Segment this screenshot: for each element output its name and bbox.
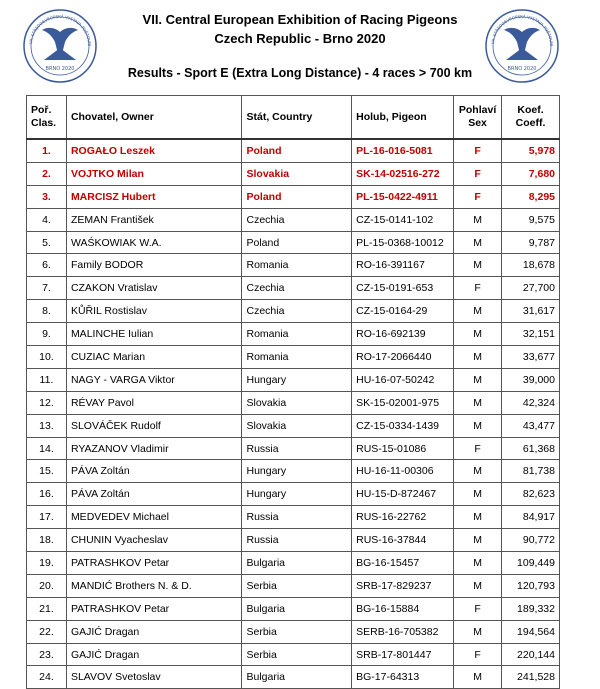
cell-coefficient: 32,151 (502, 323, 560, 346)
cell-sex: M (454, 460, 502, 483)
table-row (27, 231, 560, 254)
table-row (27, 483, 560, 506)
cell-country: Hungary (242, 460, 352, 483)
header-pigeon: Holub, Pigeon (352, 96, 454, 140)
svg-text:BRNO 2020: BRNO 2020 (507, 66, 537, 72)
header-country: Stát, Country (242, 96, 352, 140)
cell-country: Serbia (242, 574, 352, 597)
svg-text:VII. STŘEDOEVROPSKÁ VÝSTAVA PO: VII. STŘEDOEVROPSKÁ VÝSTAVA POŠTOVNÍ (490, 13, 555, 47)
cell-sex: M (454, 323, 502, 346)
cell-country: Hungary (242, 368, 352, 391)
table-row (27, 597, 560, 620)
cell-owner: VOJTKO Milan (66, 162, 242, 185)
cell-pigeon: RUS-15-01086 (352, 437, 454, 460)
cell-owner: NAGY - VARGA Viktor (66, 368, 242, 391)
cell-owner: MALINCHE Iulian (66, 323, 242, 346)
cell-country: Slovakia (242, 391, 352, 414)
cell-sex: F (454, 597, 502, 620)
cell-country: Romania (242, 323, 352, 346)
results-table (26, 95, 560, 689)
cell-owner: KŮŘIL Rostislav (66, 300, 242, 323)
cell-coefficient: 109,449 (502, 552, 560, 575)
document-subtitle-location: Czech Republic - Brno 2020 (214, 31, 386, 46)
table-row (27, 391, 560, 414)
cell-coefficient: 120,793 (502, 574, 560, 597)
cell-owner: CZAKON Vratislav (66, 277, 242, 300)
cell-country: Russia (242, 506, 352, 529)
table-row (27, 254, 560, 277)
cell-sex: F (454, 162, 502, 185)
table-row (27, 300, 560, 323)
cell-rank: 3. (27, 185, 67, 208)
cell-owner: ZEMAN František (66, 208, 242, 231)
svg-text:BRNO 2020: BRNO 2020 (45, 66, 75, 72)
cell-sex: F (454, 643, 502, 666)
cell-owner: SLOVÁČEK Rudolf (66, 414, 242, 437)
cell-rank: 16. (27, 483, 67, 506)
cell-pigeon: SK-15-02001-975 (352, 391, 454, 414)
cell-country: Romania (242, 254, 352, 277)
cell-coefficient: 27,700 (502, 277, 560, 300)
cell-owner: WAŚKOWIAK W.A. (66, 231, 242, 254)
cell-country: Poland (242, 185, 352, 208)
cell-rank: 7. (27, 277, 67, 300)
cell-coefficient: 31,617 (502, 300, 560, 323)
table-row (27, 529, 560, 552)
cell-sex: F (454, 277, 502, 300)
cell-rank: 15. (27, 460, 67, 483)
cell-country: Bulgaria (242, 597, 352, 620)
cell-country: Czechia (242, 208, 352, 231)
cell-sex: M (454, 506, 502, 529)
cell-rank: 2. (27, 162, 67, 185)
cell-pigeon: HU-15-D-872467 (352, 483, 454, 506)
cell-pigeon: SERB-16-705382 (352, 620, 454, 643)
cell-coefficient: 220,144 (502, 643, 560, 666)
cell-rank: 11. (27, 368, 67, 391)
cell-owner: RYAZANOV Vladimir (66, 437, 242, 460)
cell-sex: M (454, 346, 502, 369)
cell-pigeon: PL-16-016-5081 (352, 139, 454, 162)
cell-sex: F (454, 139, 502, 162)
cell-pigeon: PL-15-0368-10012 (352, 231, 454, 254)
cell-country: Poland (242, 231, 352, 254)
table-row (27, 620, 560, 643)
cell-country: Serbia (242, 620, 352, 643)
cell-country: Slovakia (242, 414, 352, 437)
header-owner: Chovatel, Owner (66, 96, 242, 140)
cell-sex: F (454, 437, 502, 460)
cell-sex: M (454, 391, 502, 414)
cell-owner: ROGAŁO Leszek (66, 139, 242, 162)
table-row (27, 185, 560, 208)
cell-country: Czechia (242, 277, 352, 300)
cell-country: Czechia (242, 300, 352, 323)
cell-owner: CUZIAC Marian (66, 346, 242, 369)
cell-owner: PATRASHKOV Petar (66, 597, 242, 620)
table-row (27, 437, 560, 460)
table-row (27, 643, 560, 666)
cell-pigeon: RO-16-692139 (352, 323, 454, 346)
cell-rank: 20. (27, 574, 67, 597)
cell-pigeon: BG-16-15457 (352, 552, 454, 575)
cell-pigeon: BG-17-64313 (352, 666, 454, 689)
cell-rank: 23. (27, 643, 67, 666)
cell-coefficient: 33,677 (502, 346, 560, 369)
svg-text:VII. STŘEDOEVROPSKÁ VÝSTAVA PO: VII. STŘEDOEVROPSKÁ VÝSTAVA POŠTOVNÍ (28, 13, 93, 47)
table-row (27, 139, 560, 162)
cell-owner: MANDIĆ Brothers N. & D. (66, 574, 242, 597)
cell-rank: 6. (27, 254, 67, 277)
cell-sex: M (454, 254, 502, 277)
cell-sex: M (454, 300, 502, 323)
cell-sex: M (454, 574, 502, 597)
cell-owner: SLAVOV Svetoslav (66, 666, 242, 689)
cell-rank: 1. (27, 139, 67, 162)
cell-country: Bulgaria (242, 552, 352, 575)
table-header-row (27, 96, 560, 140)
cell-pigeon: HU-16-11-00306 (352, 460, 454, 483)
cell-owner: RÉVAY Pavol (66, 391, 242, 414)
cell-sex: M (454, 529, 502, 552)
header-rank: Poř. Clas. (27, 96, 67, 140)
cell-coefficient: 189,332 (502, 597, 560, 620)
cell-rank: 21. (27, 597, 67, 620)
cell-rank: 13. (27, 414, 67, 437)
cell-pigeon: PL-15-0422-4911 (352, 185, 454, 208)
table-row (27, 162, 560, 185)
table-row (27, 208, 560, 231)
cell-rank: 24. (27, 666, 67, 689)
cell-rank: 19. (27, 552, 67, 575)
table-row (27, 552, 560, 575)
cell-country: Serbia (242, 643, 352, 666)
table-row (27, 574, 560, 597)
cell-coefficient: 194,564 (502, 620, 560, 643)
cell-sex: M (454, 368, 502, 391)
cell-rank: 22. (27, 620, 67, 643)
cell-sex: M (454, 414, 502, 437)
cell-coefficient: 90,772 (502, 529, 560, 552)
cell-owner: MEDVEDEV Michael (66, 506, 242, 529)
cell-country: Russia (242, 529, 352, 552)
cell-pigeon: RUS-16-22762 (352, 506, 454, 529)
cell-pigeon: SRB-17-801447 (352, 643, 454, 666)
cell-country: Russia (242, 437, 352, 460)
cell-coefficient: 82,623 (502, 483, 560, 506)
cell-owner: GAJIĆ Dragan (66, 643, 242, 666)
cell-rank: 17. (27, 506, 67, 529)
header-sex: Pohlaví Sex (454, 96, 502, 140)
cell-coefficient: 9,787 (502, 231, 560, 254)
cell-coefficient: 84,917 (502, 506, 560, 529)
cell-owner: MARCISZ Hubert (66, 185, 242, 208)
cell-sex: M (454, 552, 502, 575)
cell-owner: PÁVA Zoltán (66, 483, 242, 506)
cell-owner: PATRASHKOV Petar (66, 552, 242, 575)
cell-pigeon: RO-17-2066440 (352, 346, 454, 369)
cell-coefficient: 9,575 (502, 208, 560, 231)
cell-rank: 9. (27, 323, 67, 346)
cell-coefficient: 42,324 (502, 391, 560, 414)
cell-rank: 4. (27, 208, 67, 231)
cell-sex: M (454, 620, 502, 643)
cell-rank: 5. (27, 231, 67, 254)
cell-pigeon: BG-16-15884 (352, 597, 454, 620)
cell-coefficient: 7,680 (502, 162, 560, 185)
cell-country: Bulgaria (242, 666, 352, 689)
cell-pigeon: HU-16-07-50242 (352, 368, 454, 391)
cell-coefficient: 81,738 (502, 460, 560, 483)
cell-owner: Family BODOR (66, 254, 242, 277)
cell-owner: GAJIĆ Dragan (66, 620, 242, 643)
cell-rank: 12. (27, 391, 67, 414)
cell-coefficient: 61,368 (502, 437, 560, 460)
cell-owner: PÁVA Zoltán (66, 460, 242, 483)
cell-pigeon: SK-14-02516-272 (352, 162, 454, 185)
cell-pigeon: RUS-16-37844 (352, 529, 454, 552)
cell-pigeon: CZ-15-0191-653 (352, 277, 454, 300)
table-row (27, 506, 560, 529)
table-row (27, 460, 560, 483)
cell-sex: M (454, 231, 502, 254)
table-row (27, 368, 560, 391)
cell-coefficient: 39,000 (502, 368, 560, 391)
cell-coefficient: 5,978 (502, 139, 560, 162)
cell-pigeon: CZ-15-0164-29 (352, 300, 454, 323)
cell-rank: 8. (27, 300, 67, 323)
cell-rank: 18. (27, 529, 67, 552)
table-row (27, 346, 560, 369)
table-row (27, 277, 560, 300)
cell-pigeon: CZ-15-0141-102 (352, 208, 454, 231)
cell-country: Slovakia (242, 162, 352, 185)
cell-sex: M (454, 208, 502, 231)
cell-coefficient: 43,477 (502, 414, 560, 437)
cell-pigeon: CZ-15-0334-1439 (352, 414, 454, 437)
cell-coefficient: 18,678 (502, 254, 560, 277)
cell-rank: 14. (27, 437, 67, 460)
table-row (27, 414, 560, 437)
cell-sex: M (454, 666, 502, 689)
cell-coefficient: 8,295 (502, 185, 560, 208)
cell-sex: M (454, 483, 502, 506)
cell-pigeon: RO-16-391167 (352, 254, 454, 277)
cell-sex: F (454, 185, 502, 208)
document-title: VII. Central European Exhibition of Racing Pigeons (142, 12, 458, 27)
cell-owner: CHUNIN Vyacheslav (66, 529, 242, 552)
cell-rank: 10. (27, 346, 67, 369)
cell-coefficient: 241,528 (502, 666, 560, 689)
table-row (27, 323, 560, 346)
table-row (27, 666, 560, 689)
cell-country: Poland (242, 139, 352, 162)
header-coefficient: Koef. Coeff. (502, 96, 560, 140)
results-heading: Results - Sport E (Extra Long Distance) - 4 races > 700 km (127, 66, 473, 80)
cell-pigeon: SRB-17-829237 (352, 574, 454, 597)
cell-country: Romania (242, 346, 352, 369)
cell-country: Hungary (242, 483, 352, 506)
